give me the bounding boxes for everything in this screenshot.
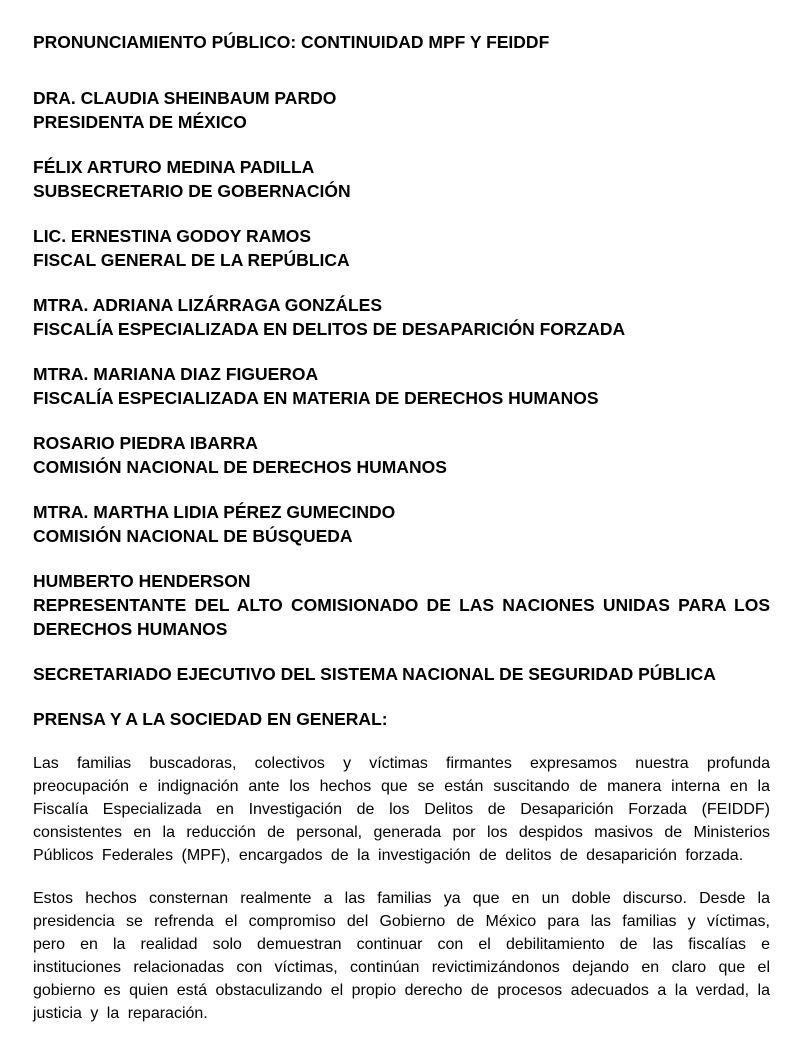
addressee-role: PRESIDENTA DE MÉXICO	[33, 112, 247, 132]
body-paragraph-2: Estos hechos consternan realmente a las familias ya que en un doble discurso. Desde la presidencia se refrenda el compromiso del Gobierno de México para las familias y víctimas, pero en la realidad solo demuestran continuar con el debilitamiento de las fiscalías e instituciones relacionadas con víctimas, continúan revictimizándonos dejando en claro que el gobierno es quien está obstaculizando el propio derecho de procesos adecuados a la verdad, la justicia y la reparación.	[33, 890, 770, 1022]
addressee-role: SUBSECRETARIO DE GOBERNACIÓN	[33, 181, 351, 201]
addressee-role: COMISIÓN NACIONAL DE BÚSQUEDA	[33, 526, 353, 546]
addressee-block	[33, 431, 770, 479]
addressee-block	[33, 86, 770, 134]
addressee-role: REPRESENTANTE DEL ALTO COMISIONADO DE LAS NACIONES UNIDAS PARA LOS DERECHOS HUMANOS	[33, 595, 770, 639]
addressee-name: MTRA. ADRIANA LIZÁRRAGA GONZÁLES	[33, 295, 383, 315]
body-paragraph-1: Las familias buscadoras, colectivos y víctimas firmantes expresamos nuestra profunda preocupación e indignación ante los hechos que se están suscitando de manera interna en la Fiscalía Especializada en Investigación de los Delitos de Desaparición Forzada (FEIDDF) consistentes en la reducción de personal, generada por los despidos masivos de Ministerios Públicos Federales (MPF), encargados de la investigación de delitos de desaparición forzada.	[33, 755, 770, 864]
addressee-role: FISCAL GENERAL DE LA REPÚBLICA	[33, 250, 350, 270]
addressee-block	[33, 569, 770, 641]
addressee-block	[33, 224, 770, 272]
addressee-name: FÉLIX ARTURO MEDINA PADILLA	[33, 157, 315, 177]
addressee-role: FISCALÍA ESPECIALIZADA EN MATERIA DE DERECHOS HUMANOS	[33, 388, 599, 408]
addressee-block	[33, 362, 770, 410]
addressee-name: HUMBERTO HENDERSON	[33, 571, 251, 591]
addressee-name: LIC. ERNESTINA GODOY RAMOS	[33, 226, 312, 246]
addressee-role: COMISIÓN NACIONAL DE DERECHOS HUMANOS	[33, 457, 447, 477]
salutation-line: PRENSA Y A LA SOCIEDAD EN GENERAL:	[33, 709, 388, 729]
addressee-role: FISCALÍA ESPECIALIZADA EN DELITOS DE DESAPARICIÓN FORZADA	[33, 319, 626, 339]
addressee-name: ROSARIO PIEDRA IBARRA	[33, 433, 258, 453]
addressee-block	[33, 293, 770, 341]
addressee-name: DRA. CLAUDIA SHEINBAUM PARDO	[33, 88, 337, 108]
addressee-name: MTRA. MARTHA LIDIA PÉREZ GUMECINDO	[33, 502, 396, 522]
secretariat-line: SECRETARIADO EJECUTIVO DEL SISTEMA NACIONAL DE SEGURIDAD PÚBLICA	[33, 664, 716, 684]
addressee-block	[33, 155, 770, 203]
document-title: PRONUNCIAMIENTO PÚBLICO: CONTINUIDAD MPF Y FEIDDF	[33, 32, 550, 52]
addressee-name: MTRA. MARIANA DIAZ FIGUEROA	[33, 364, 319, 384]
addressee-block	[33, 500, 770, 548]
